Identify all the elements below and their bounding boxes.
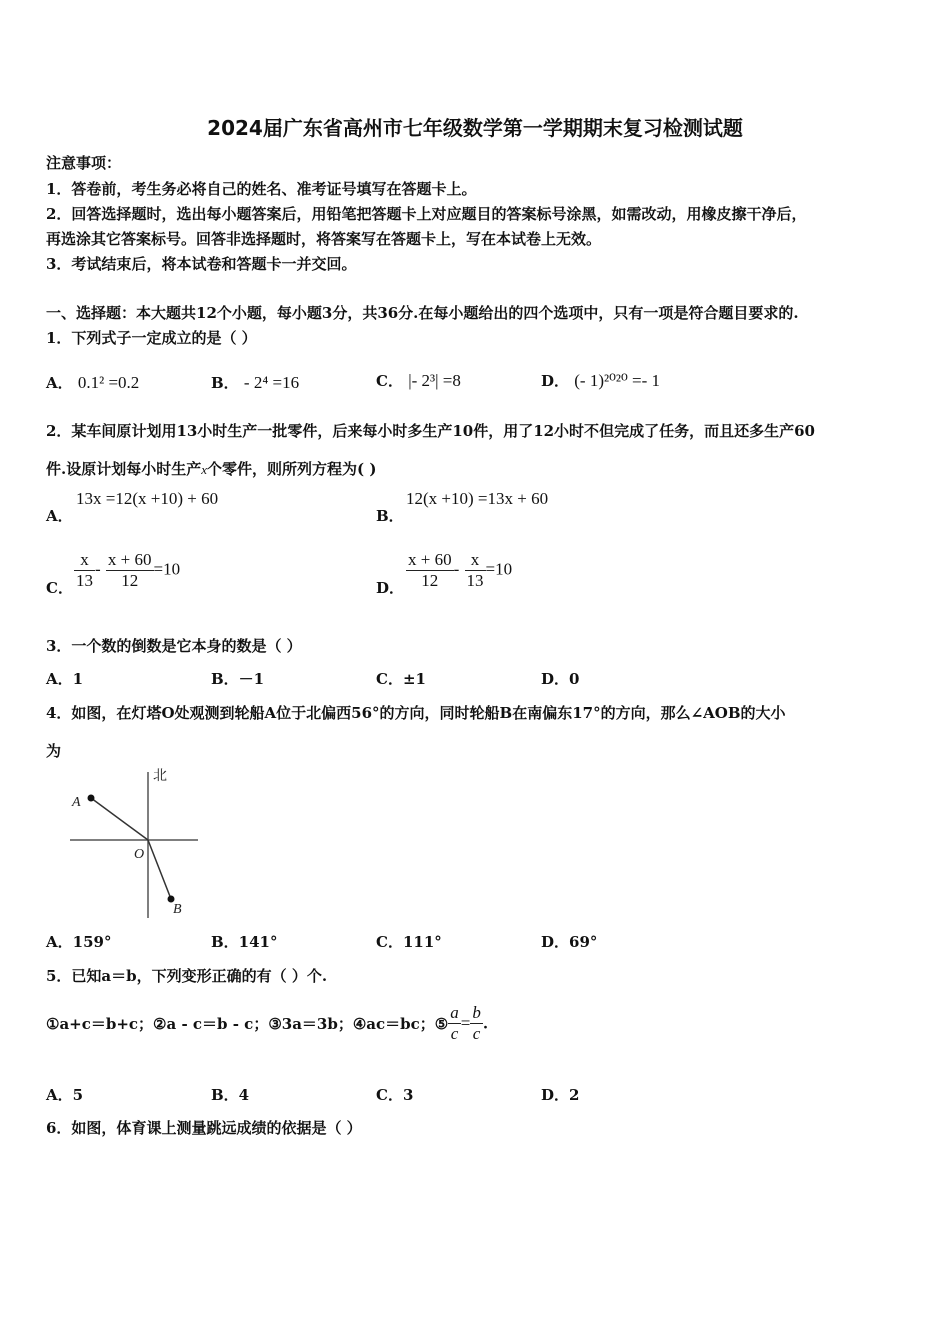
notice-item: 2．回答选择题时，选出每小题答案后，用铅笔把答题卡上对应题目的答案标号涂黑，如需改动，用橡皮擦干净后，: [46, 205, 807, 223]
q1-c-expr: |- 2³| =8: [408, 371, 461, 390]
q3-option-c: C．±1: [376, 670, 426, 688]
operator: =: [460, 1013, 471, 1033]
label-b: B: [173, 902, 182, 917]
option-label: A．: [46, 374, 73, 392]
q4-option-c: C．111°: [376, 933, 442, 951]
north-label: 北: [153, 768, 167, 784]
fraction: [406, 550, 454, 591]
q3-option-d: D．0: [541, 670, 580, 688]
q2-option-d-label: D．: [376, 579, 405, 597]
fraction: [465, 550, 486, 591]
q1-option-c: [376, 370, 461, 391]
denominator: 12: [421, 571, 439, 590]
q2-option-b-label: B．: [376, 507, 404, 525]
q2-a-expr: 13x =12(x +10) + 60: [76, 489, 219, 508]
q2-b-expr: 12(x +10) =13x + 60: [406, 489, 549, 508]
point-a: [88, 795, 95, 802]
period: .: [482, 1014, 489, 1033]
q2-option-c-label: C．: [46, 579, 73, 597]
label-a: A: [72, 795, 81, 810]
q2-option-a-label: A．: [46, 507, 73, 525]
denominator: 12: [121, 571, 139, 590]
numerator: x: [74, 550, 95, 571]
q1-option-d: [541, 370, 660, 391]
q4-option-b: B．141°: [211, 933, 278, 951]
q4-option-d: D．69°: [541, 933, 598, 951]
question-2-stem: 2．某车间原计划用13小时生产一批零件，后来每小时多生产10件，用了12小时不但完成了任务，而且还多生产60: [46, 422, 815, 440]
q3-option-a: A．1: [46, 670, 84, 688]
q5-option-d: D．2: [541, 1086, 580, 1104]
ray-oa: [91, 798, 148, 840]
q1-b-expr: - 2⁴ =16: [243, 373, 300, 392]
numerator: b: [472, 1003, 481, 1022]
q5-option-c: C．3: [376, 1086, 414, 1104]
notice-item: 3．考试结束后，将本试卷和答题卡一并交回。: [46, 255, 357, 273]
fraction: [106, 550, 154, 591]
q1-option-a: [46, 372, 139, 393]
q1-option-b: [211, 372, 299, 393]
numerator: x + 60: [107, 550, 152, 569]
fraction: [448, 1003, 461, 1044]
numerator: a: [450, 1003, 459, 1022]
operator: -: [95, 559, 101, 579]
numerator: x + 60: [408, 550, 452, 569]
q1-a-expr: 0.1² =0.2: [77, 373, 140, 392]
transform-list: ①a+c＝b+c；②a - c＝b - c；③3a＝3b；④ac＝bc；⑤: [46, 1015, 449, 1033]
question-4-stem-line2: 为: [46, 742, 62, 760]
option-label: B．: [211, 374, 239, 392]
q5-option-b: B．4: [211, 1086, 250, 1104]
question-6-stem: 6．如图，体育课上测量跳远成绩的依据是（ ）: [46, 1119, 362, 1137]
denominator: 13: [76, 571, 93, 590]
equation-rhs: =10: [153, 559, 181, 579]
denominator: c: [472, 1024, 481, 1043]
section-heading: 一、选择题：本大题共12个小题，每小题3分，共36分.在每小题给出的四个选项中，只有一项是符合题目要求的.: [46, 304, 799, 322]
option-label: C．: [376, 372, 403, 390]
label-o: O: [134, 847, 145, 862]
question-2-stem-line2: [46, 458, 376, 479]
operator: -: [453, 559, 460, 579]
question-3-stem: 3．一个数的倒数是它本身的数是（ ）: [46, 637, 302, 655]
denominator: 13: [466, 571, 484, 590]
lighthouse-figure: [60, 760, 210, 925]
numerator: x: [465, 550, 486, 571]
stem-variable: x: [201, 462, 208, 477]
q2-c-expr: [74, 550, 180, 591]
fraction: [74, 550, 95, 591]
question-4-stem: 4．如图，在灯塔O处观测到轮船A位于北偏西56°的方向，同时轮船B在南偏东17°的方向，那么∠AOB的大小: [46, 704, 786, 722]
equation-rhs: =10: [485, 559, 513, 579]
q1-d-expr: (- 1)²⁰²⁰ =- 1: [574, 371, 661, 390]
stem-text: 个零件，则所列方程为( ): [207, 460, 377, 478]
q4-option-a: A．159°: [46, 933, 112, 951]
stem-text: 件.设原计划每小时生产: [46, 460, 202, 478]
notice-item: 再选涂其它答案标号。回答非选择题时，将答案写在答题卡上，写在本试卷上无效。: [46, 230, 602, 248]
option-label: D．: [541, 372, 570, 390]
denominator: c: [450, 1024, 459, 1043]
ray-ob: [148, 840, 171, 899]
question-5-items: [46, 1003, 488, 1044]
fraction: [470, 1003, 483, 1044]
notice-heading: 注意事项：: [46, 154, 122, 172]
notice-item: 1．答卷前，考生务必将自己的姓名、准考证号填写在答题卡上。: [46, 180, 477, 198]
q5-option-a: A．5: [46, 1086, 84, 1104]
q2-d-expr: [406, 550, 512, 591]
question-1-stem: 1．下列式子一定成立的是（ ）: [46, 329, 257, 347]
q3-option-b: B．－1: [211, 670, 265, 688]
question-5-stem: 5．已知a＝b，下列变形正确的有（ ）个.: [46, 967, 328, 985]
page-title: 2024届广东省高州市七年级数学第一学期期末复习检测试题: [207, 116, 743, 140]
